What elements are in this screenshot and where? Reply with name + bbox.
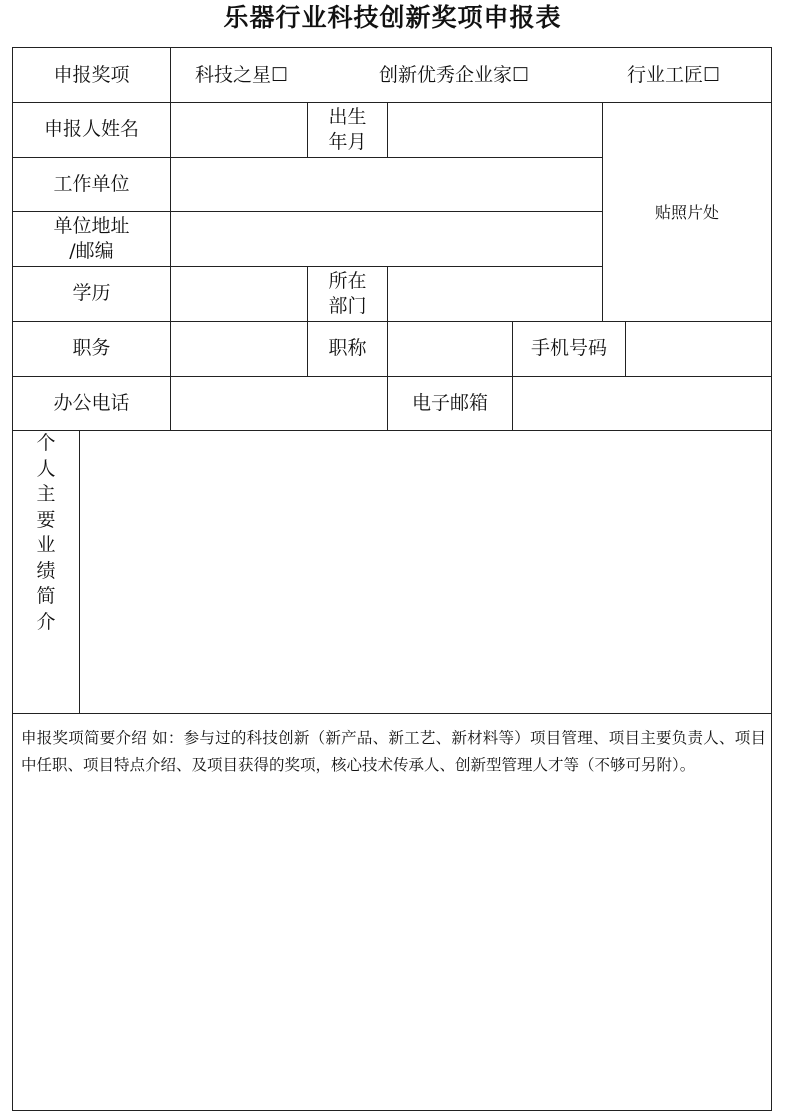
award-intro-text: 申报奖项简要介绍 如：参与过的科技创新（新产品、新工艺、新材料等）项目管理、项目主要负责人、项目中任职、项目特点介绍、及项目获得的奖项，核心技术传承人、创新型管理人才等（不够可另附）。 [21, 729, 766, 774]
award-intro-input[interactable] [13, 808, 771, 1110]
applicant-name-label: 申报人姓名 [43, 118, 139, 140]
title-rank-input[interactable] [388, 322, 512, 376]
work-unit-input[interactable] [171, 158, 602, 211]
checkbox-icon[interactable]: ☐ [271, 63, 289, 86]
mobile-input[interactable] [626, 322, 771, 376]
unit-address-input[interactable] [171, 212, 602, 266]
form-title: 乐器行业科技创新奖项申报表 [223, 3, 562, 32]
education-label: 学历 [72, 282, 111, 304]
award-option-label: 创新优秀企业家 [379, 63, 513, 86]
email-label: 电子邮箱 [411, 391, 488, 414]
mobile-label: 手机号码 [530, 337, 607, 359]
unit-address-label: 单位地址 /邮编 [53, 214, 130, 262]
birth-month-label: 出生 年月 [328, 105, 367, 153]
award-option-innovative-entrepreneur[interactable] [379, 48, 569, 102]
achievements-label: 个人主要业绩简介 [36, 432, 56, 633]
photo-placeholder[interactable]: 贴照片处 [654, 202, 719, 222]
award-option-label: 行业工匠 [627, 63, 704, 86]
birth-month-input[interactable] [388, 103, 602, 157]
award-option-label: 科技之星 [195, 63, 272, 86]
education-input[interactable] [171, 267, 307, 321]
office-phone-label: 办公电话 [53, 391, 130, 414]
position-label: 职务 [72, 337, 111, 359]
applicant-name-input[interactable] [171, 103, 307, 157]
checkbox-icon[interactable]: ☐ [703, 63, 721, 86]
work-unit-label: 工作单位 [53, 172, 130, 195]
department-input[interactable] [388, 267, 602, 321]
checkbox-icon[interactable]: ☐ [512, 63, 530, 86]
award-label: 申报奖项 [53, 63, 130, 86]
achievements-label-cell [13, 431, 79, 635]
application-form [12, 47, 772, 1111]
office-phone-input[interactable] [171, 377, 387, 430]
position-input[interactable] [171, 322, 307, 376]
email-input[interactable] [513, 377, 771, 430]
row-divider [13, 713, 771, 714]
award-option-craftsman[interactable] [627, 48, 767, 102]
department-label: 所在 部门 [328, 269, 367, 317]
achievements-input[interactable] [80, 431, 771, 713]
award-option-tech-star[interactable] [195, 48, 315, 102]
title-rank-label: 职称 [328, 337, 367, 359]
